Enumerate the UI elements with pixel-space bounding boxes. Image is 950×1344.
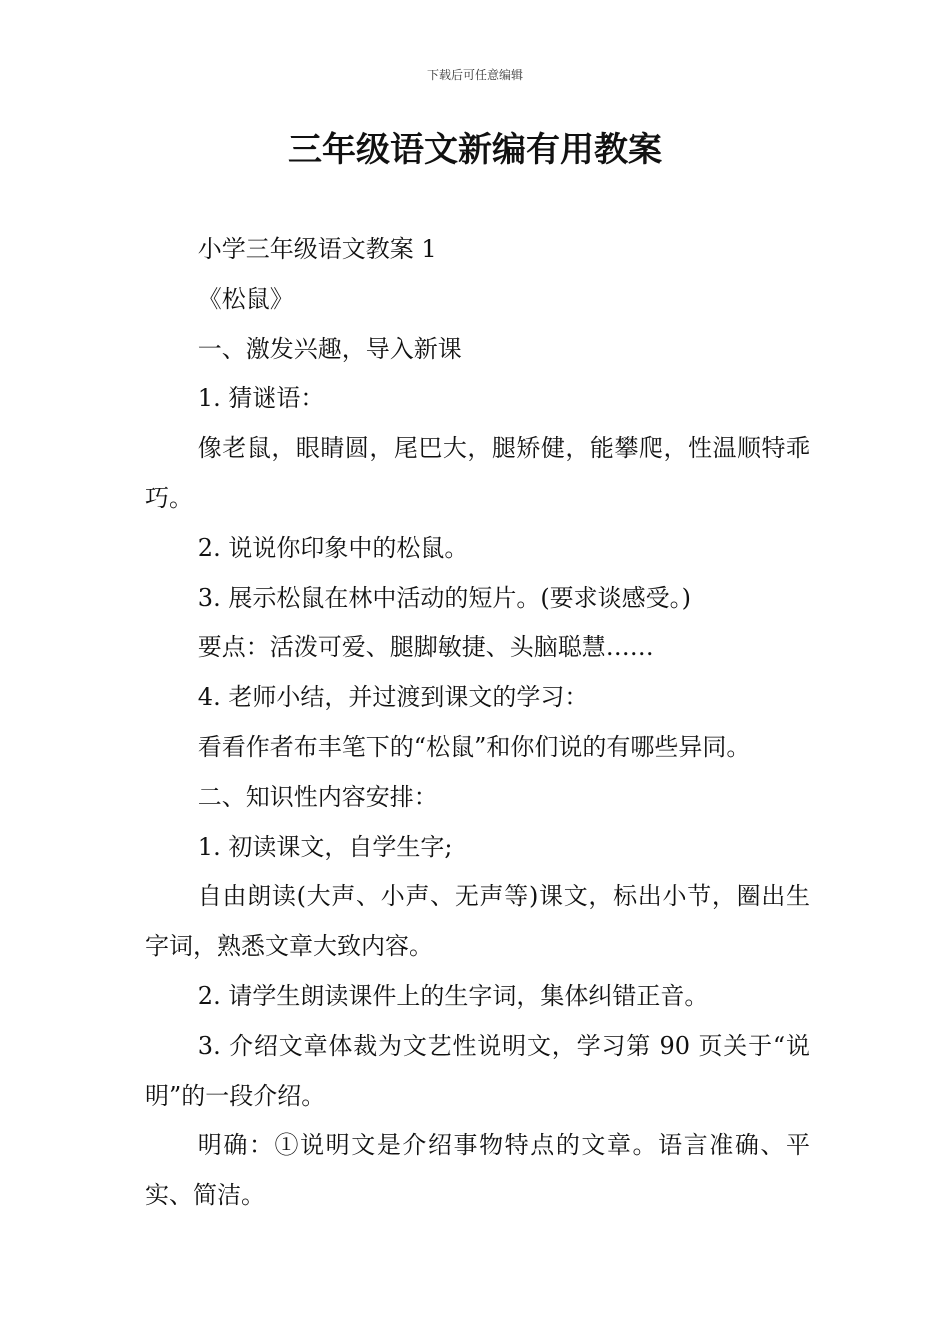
paragraph-step-2: 2. 说说你印象中的松鼠。 [197, 533, 469, 562]
paragraph-riddle-label: 1. 猜谜语： [197, 384, 325, 413]
paragraph-step-4: 4. 老师小结，并过渡到课文的学习： [197, 683, 589, 712]
paragraph-section-two: 二、知识性内容安排： [197, 782, 438, 811]
paragraph-genre-intro: 3. 介绍文章体裁为文艺性说明文，学习第 90 页关于“说明”的一段介绍。 [145, 1031, 810, 1110]
paragraph-lesson-title: 《松鼠》 [197, 284, 294, 313]
paragraph-vocab-reading: 2. 请学生朗读课件上的生字词，集体纠错正音。 [197, 981, 709, 1010]
paragraph-clarify: 明确：①说明文是介绍事物特点的文章。语言准确、平实、简洁。 [145, 1131, 810, 1210]
paragraph-step-3: 3. 展示松鼠在林中活动的短片。(要求谈感受。) [197, 583, 692, 612]
paragraph-free-reading: 自由朗读(大声、小声、无声等)课文，标出小节，圈出生字词，熟悉文章大致内容。 [145, 882, 810, 961]
paragraph-key-points: 要点：活泼可爱、腿脚敏捷、头脑聪慧…… [197, 633, 654, 662]
paragraph-lesson-heading: 小学三年级语文教案 1 [197, 235, 437, 263]
header-note: 下载后可任意编辑 [426, 68, 523, 82]
document-title: 三年级语文新编有用教案 [288, 130, 662, 170]
paragraph-first-read: 1. 初读课文，自学生字; [197, 832, 453, 861]
paragraph-compare: 看看作者布丰笔下的“松鼠”和你们说的有哪些异同。 [197, 732, 751, 761]
paragraph-riddle-text: 像老鼠，眼睛圆，尾巴大，腿矫健，能攀爬，性温顺特乖巧。 [145, 434, 810, 512]
document-body [145, 225, 810, 1221]
paragraph-section-one: 一、激发兴趣，导入新课 [197, 334, 462, 363]
